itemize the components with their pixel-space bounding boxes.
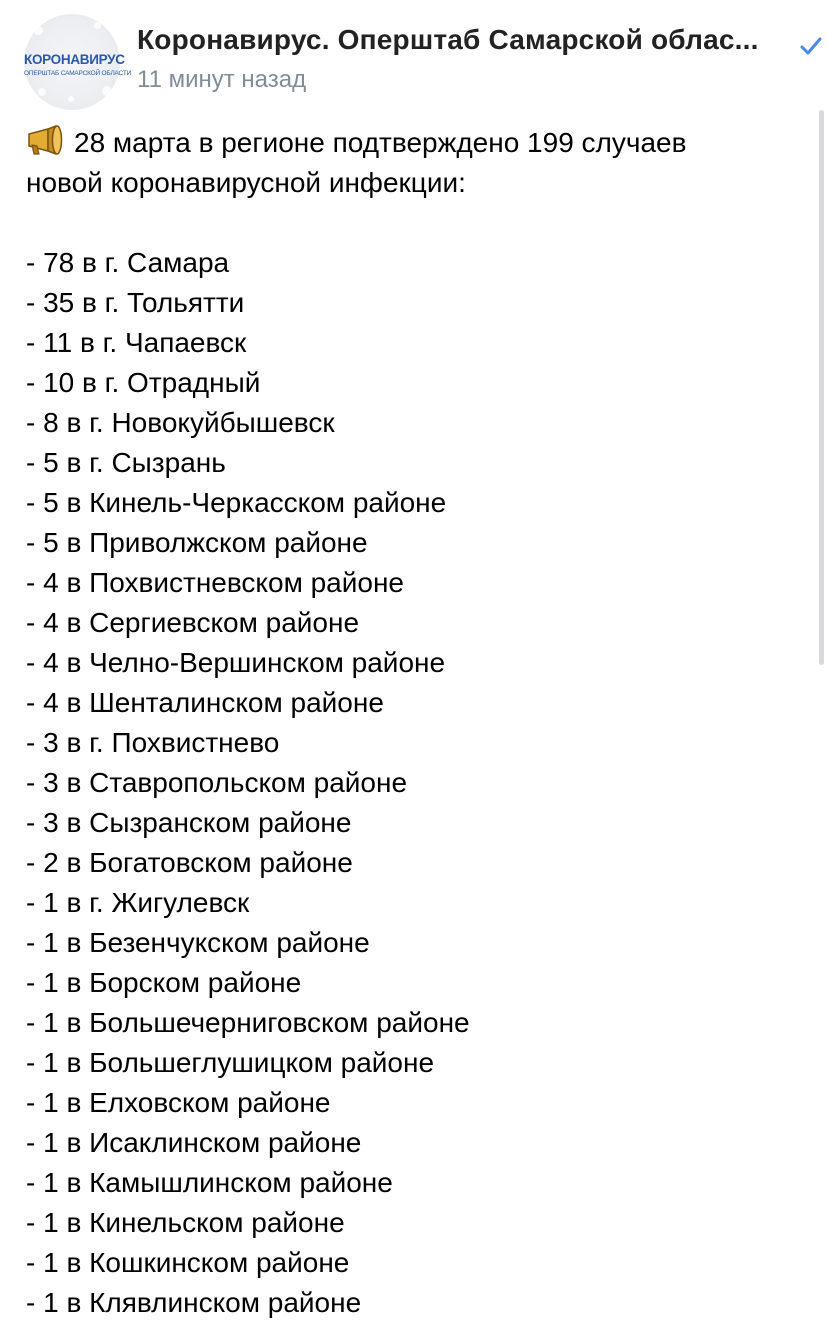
blank-line: [26, 203, 806, 243]
list-item: - 4 в Похвистневском районе: [26, 567, 404, 598]
case-list: [26, 243, 806, 1323]
list-item: - 1 в Кинельском районе: [26, 1207, 345, 1238]
list-item: - 4 в Сергиевском районе: [26, 607, 360, 638]
list-item: - 3 в г. Похвистнево: [26, 727, 280, 758]
post-header: [0, 0, 828, 118]
list-item: - 1 в Безенчукском районе: [26, 927, 370, 958]
list-item: - 1 в Исаклинском районе: [26, 1127, 362, 1158]
intro-line-2: новой коронавирусной инфекции:: [26, 167, 466, 198]
list-item: - 1 в Елховском районе: [26, 1087, 331, 1118]
list-item: - 35 в г. Тольятти: [26, 287, 245, 318]
list-item: - 3 в Сызранском районе: [26, 807, 352, 838]
list-item: - 1 в Борском районе: [26, 967, 302, 998]
channel-name-link[interactable]: Коронавирус. Оперштаб Самарской облас...: [137, 24, 759, 55]
list-item: - 8 в г. Новокуйбышевск: [26, 407, 335, 438]
scrollbar[interactable]: [819, 110, 824, 665]
avatar-logo-title: КОРОНАВИРУС: [24, 52, 125, 67]
post-text: [26, 123, 806, 1323]
post-timestamp[interactable]: 11 минут назад: [137, 66, 307, 93]
megaphone-icon: [26, 125, 66, 157]
list-item: - 4 в Шенталинском районе: [26, 687, 384, 718]
channel-avatar[interactable]: [24, 14, 132, 110]
list-item: - 5 в г. Сызрань: [26, 447, 226, 478]
list-item: - 10 в г. Отрадный: [26, 367, 261, 398]
list-item: - 5 в Приволжском районе: [26, 527, 368, 558]
avatar-logo-subtitle: ОПЕРШТАБ САМАРСКОЙ ОБЛАСТИ: [24, 70, 132, 77]
list-item: - 5 в Кинель-Черкасском районе: [26, 487, 447, 518]
list-item: - 1 в г. Жигулевск: [26, 887, 250, 918]
intro-line-1: [26, 123, 806, 163]
list-item: - 2 в Богатовском районе: [26, 847, 353, 878]
list-item: - 11 в г. Чапаевск: [26, 327, 247, 358]
list-item: - 1 в Кошкинском районе: [26, 1247, 350, 1278]
list-item: - 1 в Камышлинском районе: [26, 1167, 393, 1198]
list-item: - 1 в Клявлинском районе: [26, 1287, 362, 1318]
list-item: - 1 в Большечерниговском районе: [26, 1007, 470, 1038]
list-item: - 78 в г. Самара: [26, 247, 230, 278]
list-item: - 3 в Ставропольском районе: [26, 767, 408, 798]
intro-text-1: 28 марта в регионе подтверждено 199 случаев: [74, 127, 687, 158]
list-item: - 1 в Большеглушицком районе: [26, 1047, 435, 1078]
checkmark-icon: [799, 34, 823, 58]
list-item: - 4 в Челно-Вершинском районе: [26, 647, 446, 678]
